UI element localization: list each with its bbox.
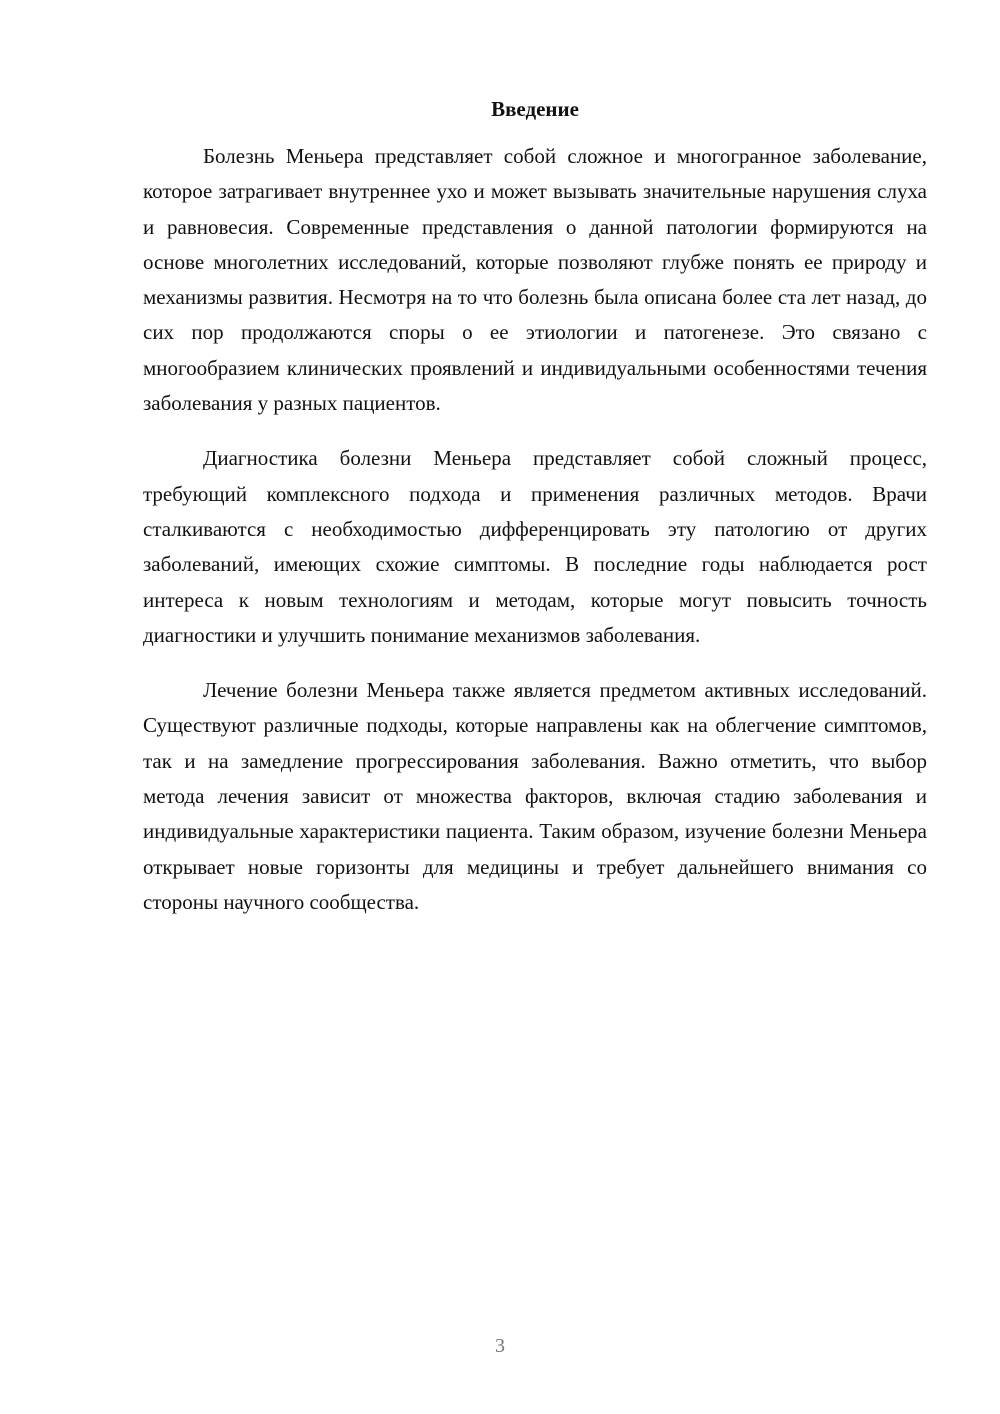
paragraph-treatment: Лечение болезни Меньера также является предметом активных исследований. Существуют различные подходы, которые направлены как на облегчение симптомов, так и на замедление прогрессирования заболевания. Важно отметить, что выбор метода лечения зависит от множества факторов, включая стадию заболевания и индивидуальные характеристики пациента. Таким образом, изучение болезни Меньера открывает новые горизонты для медицины и требует дальнейшего внимания со стороны научного сообщества. bbox=[143, 678, 927, 914]
section-title: Введение bbox=[491, 97, 579, 121]
paragraph-intro: Болезнь Меньера представляет собой сложное и многогранное заболевание, которое затрагивает внутреннее ухо и может вызывать значительные нарушения слуха и равновесия. Современные представления о данной патологии формируются на основе многолетних исследований, которые позволяют глубже понять ее природу и механизмы развития. Несмотря на то что болезнь была описана более ста лет назад, до сих пор продолжаются споры о ее этиологии и патогенезе. Это связано с многообразием клинических проявлений и индивидуальными особенностями течения заболевания у разных пациентов. bbox=[143, 144, 927, 416]
paragraph-diagnostics: Диагностика болезни Меньера представляет собой сложный процесс, требующий комплексного подхода и применения различных методов. Врачи сталкиваются с необходимостью дифференцировать эту патологию от других заболеваний, имеющих схожие симптомы. В последние годы наблюдается рост интереса к новым технологиям и методам, которые могут повысить точность диагностики и улучшить понимание механизмов заболевания. bbox=[143, 446, 927, 647]
document-content bbox=[143, 92, 927, 920]
page-number: 3 bbox=[495, 1335, 505, 1357]
